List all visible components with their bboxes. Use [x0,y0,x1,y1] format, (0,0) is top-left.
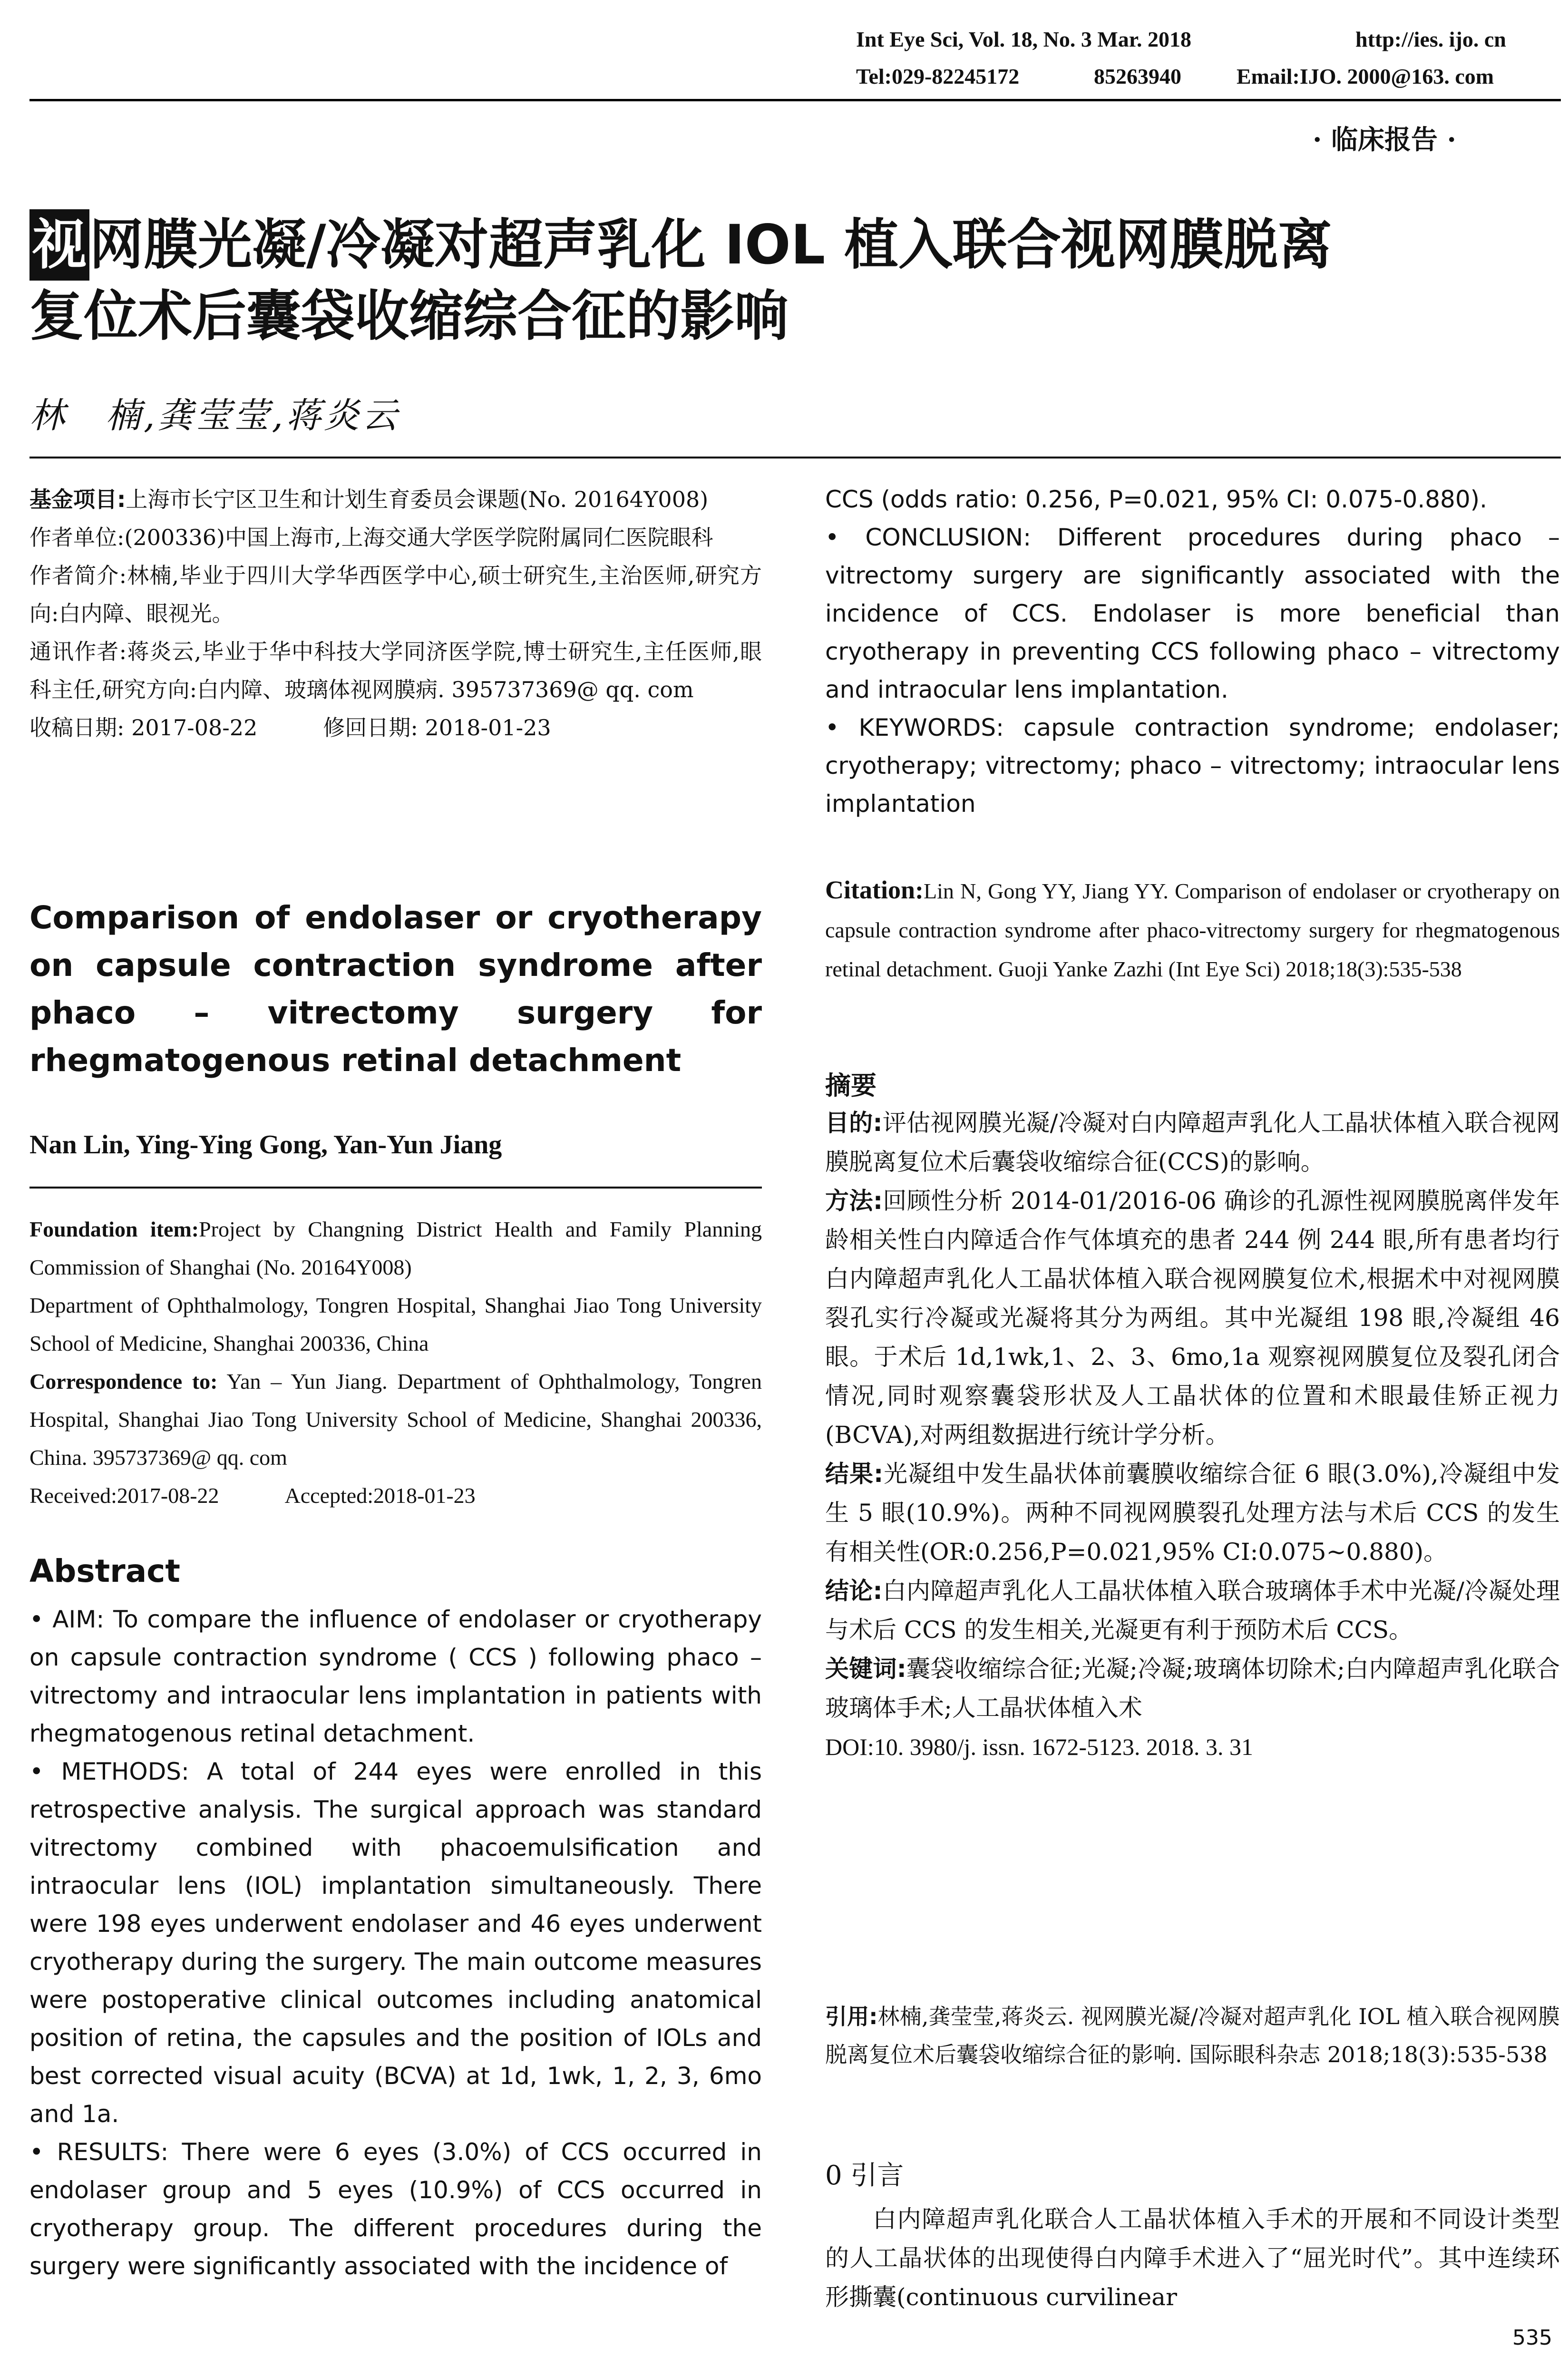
journal-info: Int Eye Sci, Vol. 18, No. 3 Mar. 2018 [856,27,1191,51]
title-line-1: 网膜光凝/冷凝对超声乳化 IOL 植入联合视网膜脱离 [89,213,1332,276]
cn-results-label: 结果: [825,1460,884,1488]
dates-cn: 收稿日期: 2017-08-22 修回日期: 2018-01-23 [29,715,551,740]
abstract-results: • RESULTS: There were 6 eyes (3.0%) of CCS occurred in endolaser group and 5 eyes (10.9%) of CCS occurred in cryotherapy group. The different procedures during the surgery were significantly associated with the incidence of [29,2138,762,2280]
abstract-results-continued: CCS (odds ratio: 0.256, P=0.021, 95% CI: 0.075-0.880). [825,486,1488,513]
journal-tel: Tel:029-82245172 [856,64,1020,88]
english-authors-rule [29,1187,762,1188]
abstract-heading: Abstract [29,1553,180,1589]
citation-en [825,870,1560,989]
cn-conclusion-label: 结论: [825,1577,883,1605]
cn-aim-text: 评估视网膜光凝/冷凝对白内障超声乳化人工晶状体植入联合视网膜脱离复位术后囊袋收缩综合征(CCS)的影响。 [825,1109,1560,1176]
english-authors: Nan Lin, Ying-Ying Gong, Yan-Yun Jiang [29,1130,502,1159]
abstract-methods: • METHODS: A total of 244 eyes were enrolled in this retrospective analysis. The surgical approach was standard vitrectomy combined with phacoemulsification and intraocular lens (IOL) implantation simultaneously. There were 198 eyes underwent endolaser and 46 eyes underwent cryotherapy during the surgery. The main outcome measures were postoperative clinical outcomes including anatomical position of retina, the capsules and the position of IOLs and best corrected visual acuity (BCVA) at 1d, 1wk, 1, 2, 3, 6mo and 1a. [29,1758,762,2128]
cn-results-text: 光凝组中发生晶状体前囊膜收缩综合征 6 眼(3.0%),冷凝组中发生 5 眼(10.9%)。两种不同视网膜裂孔处理方法与术后 CCS 的发生有相关性(OR:0.256,P=0.021,95% CI:0.075~0.880)。 [825,1460,1560,1566]
abstract-left-body [29,1600,762,2285]
cn-citation-label: 引用: [825,2004,878,2029]
cn-keywords-text: 囊袋收缩综合征;光凝;冷凝;玻璃体切除术;白内障超声乳化联合玻璃体手术;人工晶状体植入术 [825,1655,1560,1722]
abstract-keywords: • KEYWORDS: capsule contraction syndrome; endolaser; cryotherapy; vitrectomy; phaco – vitrectomy; intraocular lens implantation [825,714,1560,818]
author-bio-cn: 作者简介:林楠,毕业于四川大学华西医学中心,硕士研究生,主治医师,研究方向:白内障、眼视光。 [29,563,762,626]
citation-label: Citation: [825,876,924,904]
foundation-label-en: Foundation item: [29,1217,199,1241]
title-line-2: 复位术后囊袋收缩综合征的影响 [29,284,789,348]
cn-methods-label: 方法: [825,1187,883,1215]
title-initial-glyph: 视 [29,209,89,281]
foundation-label-cn: 基金项目: [29,487,126,512]
citation-text: Lin N, Gong YY, Jiang YY. Comparison of endolaser or cryotherapy on capsule contraction syndrome after phaco-vitrectomy surgery for rhegmatogenous retinal detachment. Guoji Yanke Zazhi (Int Eye Sci) 2018;18(3):535-538 [825,879,1560,981]
cn-conclusion-text: 白内障超声乳化人工晶状体植入联合玻璃体手术中光凝/冷凝处理与术后 CCS 的发生相关,光凝更有利于预防术后 CCS。 [825,1577,1560,1644]
abstract-right-body [825,480,1560,823]
header-rule [29,99,1561,101]
left-info-block [29,480,762,747]
correspondence-label-en: Correspondence to: [29,1369,218,1393]
journal-email[interactable]: Email:IJO. 2000@163. com [1237,64,1494,88]
correspondence-text-en: Yan – Yun Jiang. Department of Ophthalmology, Tongren Hospital, Shanghai Jiao Tong University School of Medicine, Shanghai 200336, China. 395737369@ qq. com [29,1369,762,1470]
corresponding-author-cn: 通讯作者:蒋炎云,毕业于华中科技大学同济医学院,博士研究生,主任医师,眼科主任,研究方向:白内障、玻璃体视网膜病. 395737369@ qq. com [29,639,762,702]
intro-paragraph: 白内障超声乳化联合人工晶状体植入手术的开展和不同设计类型的人工晶状体的出现使得白内障手术进入了“屈光时代”。其中连续环形撕囊(continuous curvilinear [825,2205,1560,2311]
section-label: · 临床报告 · [1313,124,1456,156]
journal-url[interactable]: http://ies. ijo. cn [1355,27,1506,51]
foundation-text-en: Project by Changning District Health and Family Planning Commission of Shanghai (No. 20164Y008) [29,1217,762,1279]
cn-abstract-heading: 摘要 [825,1070,877,1101]
title-rule [29,457,1561,458]
cn-keywords-label: 关键词: [825,1655,906,1683]
journal-tel-2: 85263940 [1094,64,1181,88]
abstract-aim: • AIM: To compare the influence of endolaser or cryotherapy on capsule contraction syndrome ( CCS ) following phaco – vitrectomy and intraocular lens implantation in patients with rhegmatogenous retinal detachment. [29,1606,762,1747]
doi[interactable]: DOI:10. 3980/j. issn. 1672-5123. 2018. 3. 31 [825,1734,1253,1760]
cn-aim-label: 目的: [825,1109,883,1137]
abstract-conclusion: • CONCLUSION: Different procedures during phaco – vitrectomy surgery are significantly associated with the incidence of CCS. Endolaser is more beneficial than cryotherapy in preventing CCS following phaco – vitrectomy and intraocular lens implantation. [825,524,1560,703]
foundation-text-cn: 上海市长宁区卫生和计划生育委员会课题(No. 20164Y008) [126,487,709,512]
cn-citation-text: 林楠,龚莹莹,蒋炎云. 视网膜光凝/冷凝对超声乳化 IOL 植入联合视网膜脱离复位术后囊袋收缩综合征的影响. 国际眼科杂志 2018;18(3):535-538 [825,2004,1560,2067]
cn-methods-text: 回顾性分析 2014-01/2016-06 确诊的孔源性视网膜脱离伴发年龄相关性白内障适合作气体填充的患者 244 例 244 眼,所有患者均行白内障超声乳化人工晶状体植入联合视网膜复位术,根据术中对视网膜裂孔实行冷凝或光凝将其分为两组。其中光凝组 198 眼,冷凝组 46 眼。于术后 1d,1wk,1、2、3、6mo,1a 观察视网膜复位及裂孔闭合情况,同时观察囊袋形状及人工晶状体的位置和术眼最佳矫正视力(BCVA),对两组数据进行统计学分析。 [825,1187,1560,1449]
intro-heading: 0 引言 [825,2160,904,2191]
page-number: 535 [1512,2326,1552,2350]
citation-cn [825,1997,1560,2074]
department-en: Department of Ophthalmology, Tongren Hospital, Shanghai Jiao Tong University School of Medicine, Shanghai 200336, China [29,1293,762,1355]
english-info-block [29,1210,762,1515]
authors-cn: 林 楠,龚莹莹,蒋炎云 [29,395,400,436]
cn-abstract-body [825,1103,1560,1766]
dates-en: Received:2017-08-22 Accepted:2018-01-23 [29,1483,476,1508]
author-unit-cn: 作者单位:(200336)中国上海市,上海交通大学医学院附属同仁医院眼科 [29,525,713,550]
english-title: Comparison of endolaser or cryotherapy on capsule contraction syndrome after phaco – vitrectomy surgery for rhegmatogenous retinal detachment [29,899,762,1079]
article-title [29,209,1332,352]
